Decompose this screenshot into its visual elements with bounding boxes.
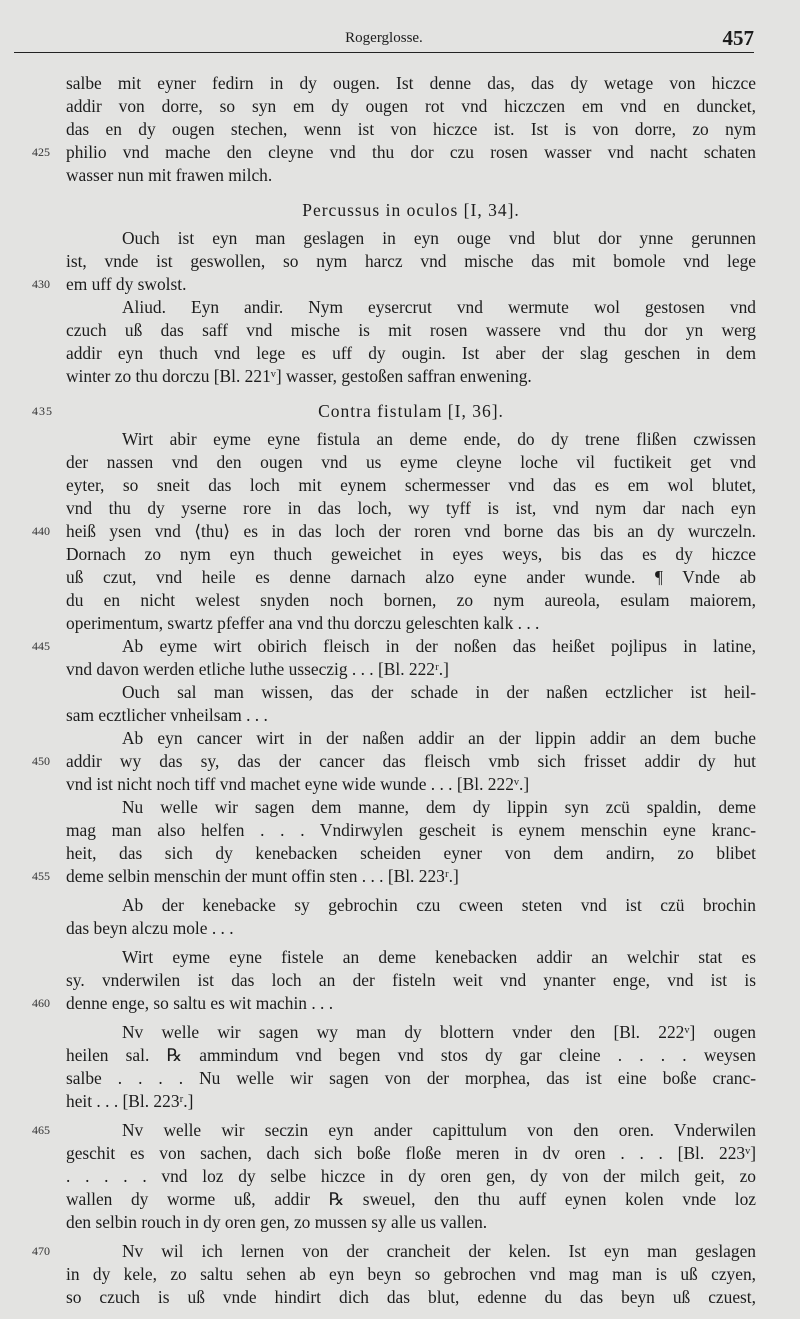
line-text: addir eyn thuch vnd lege es uff dy ougin. Ist aber der slag geschen in dem [66, 343, 756, 363]
text-line [32, 992, 756, 1015]
line-number: 440 [32, 524, 50, 538]
text-line [32, 520, 756, 543]
text-line [66, 658, 756, 681]
text-line [66, 612, 756, 635]
text-line [66, 894, 756, 917]
text-line [66, 842, 756, 865]
text-line [66, 164, 756, 187]
text-line [66, 543, 756, 566]
line-text: eyter, so sneit das loch mit eynem schermesser vnd das es em wol blutet, [66, 475, 756, 495]
line-text: wasser nun mit frawen milch. [66, 165, 273, 185]
text-line [66, 1188, 756, 1211]
line-number: 450 [32, 754, 50, 768]
text-line [32, 750, 756, 773]
line-text: Nv welle wir seczin eyn ander capittulum von den oren. Vnderwilen [122, 1120, 756, 1140]
text-line [66, 1263, 756, 1286]
line-number: 445 [32, 639, 50, 653]
line-text: addir von dorre, so syn em dy ougen rot vnd hiczczen em vnd en duncket, [66, 96, 756, 116]
running-title: Rogerglosse. [345, 30, 423, 46]
line-text: Ab eyn cancer wirt in der naßen addir an der lippin addir an dem buche [122, 728, 756, 748]
line-text: vnd thu dy yserne rore in das loch, wy tyff is ist, vnd nym dar nach eyn [66, 498, 756, 518]
text-line [66, 319, 756, 342]
line-text: den selbin rouch in dy oren gen, zo mussen sy alle us vallen. [66, 1212, 488, 1232]
text-line [66, 681, 756, 704]
text-line [66, 773, 756, 796]
text-line [66, 946, 756, 969]
line-text: mag man also helfen . . . Vndirwylen gescheit is eynem menschin eyne kranc- [66, 820, 756, 840]
line-text: Ouch sal man wissen, das der schade in der naßen ectzlicher ist heil- [122, 682, 756, 702]
line-text: Nv wil ich lernen von der crancheit der kelen. Ist eyn man geslagen [122, 1241, 756, 1261]
text-line [32, 273, 756, 296]
text-line [66, 118, 756, 141]
line-text: Wirt eyme eyne fistele an deme kenebacken addir an welchir stat es [122, 947, 756, 967]
line-text: denne enge, so saltu es wit machin . . . [66, 993, 334, 1013]
text-body [32, 72, 756, 1309]
line-text: heit . . . [Bl. 223ʳ.] [66, 1091, 194, 1111]
line-text: sy. vnderwilen ist das loch an der fisteln weit vnd ynanter enge, vnd ist is [66, 970, 756, 990]
line-text: salbe . . . . Nu welle wir sagen von der morphea, das ist eine boße cranc- [66, 1068, 756, 1088]
line-number: 470 [32, 1244, 50, 1258]
text-line [66, 451, 756, 474]
line-text: Wirt abir eyme eyne fistula an deme ende, do dy trene flißen czwissen [122, 429, 756, 449]
line-text: heit, das sich dy kenebacken scheiden eyner von dem andirn, zo blibet [66, 843, 756, 863]
text-line [32, 1119, 756, 1142]
text-line [66, 1165, 756, 1188]
text-line [66, 1090, 756, 1113]
line-text: in dy kele, zo saltu sehen ab eyn beyn so gebrochen vnd mag man is uß czyen, [66, 1264, 756, 1284]
text-line [66, 342, 756, 365]
line-text: sam ecztlicher vnheilsam . . . [66, 705, 268, 725]
line-text: so czuch is uß vnde hindirt dich das blut, edenne du das beyn uß czuest, [66, 1287, 756, 1307]
text-line [66, 589, 756, 612]
text-line [66, 95, 756, 118]
text-line [66, 72, 756, 95]
text-line [66, 474, 756, 497]
line-text: winter zo thu dorczu [Bl. 221ᵛ] wasser, gestoßen saffran enwening. [66, 366, 532, 386]
text-line [66, 566, 756, 589]
text-line [66, 796, 756, 819]
line-number: 425 [32, 145, 50, 159]
line-text: Dornach zo nym eyn thuch geweichet in eyes weys, bis das es dy hiczce [66, 544, 756, 564]
line-number: 460 [32, 996, 50, 1010]
text-line [66, 250, 756, 273]
text-line [66, 1211, 756, 1234]
text-line [32, 865, 756, 888]
line-text: das beyn alczu mole . . . [66, 918, 234, 938]
text-line [66, 969, 756, 992]
text-line [66, 704, 756, 727]
line-text: geschit es von sachen, dach sich boße floße meren in dv oren . . . [Bl. 223ᵛ] [66, 1143, 756, 1163]
line-text: Nu welle wir sagen dem manne, dem dy lippin syn zcü spaldin, deme [122, 797, 756, 817]
line-text: addir wy das sy, das der cancer das fleisch vmb sich frisset addir dy hut [66, 751, 756, 771]
line-text: salbe mit eyner fedirn in dy ougen. Ist denne das, das dy wetage von hiczce [66, 73, 756, 93]
text-line [66, 1067, 756, 1090]
line-text: czuch uß das saff vnd mische is mit rosen wassere vnd thu dor yn werg [66, 320, 756, 340]
text-line [66, 365, 756, 388]
line-text: heilen sal. ℞ ammindum vnd begen vnd stos dy gar cleine . . . . weysen [66, 1045, 756, 1065]
text-line [32, 1240, 756, 1263]
text-line [66, 819, 756, 842]
line-text: . . . . . vnd loz dy selbe hiczce in dy oren gen, dy von der milch geit, zo [66, 1166, 756, 1186]
text-line [66, 497, 756, 520]
line-text: deme selbin menschin der munt offin sten . . . [Bl. 223ʳ.] [66, 866, 459, 886]
text-line [66, 1044, 756, 1067]
line-text: Percussus in oculos [I, 34]. [302, 200, 520, 220]
text-line [66, 727, 756, 750]
line-text: philio vnd mache den cleyne vnd thu dor czu rosen wasser vnd nacht schaten [66, 142, 756, 162]
line-text: Nv welle wir sagen wy man dy blottern vnder den [Bl. 222ᵛ] ougen [122, 1022, 756, 1042]
line-number: 430 [32, 277, 50, 291]
text-line [66, 296, 756, 319]
line-text: uß czut, vnd heile es denne darnach alzo eyne ander wunde. ¶ Vnde ab [66, 567, 756, 587]
line-text: em uff dy swolst. [66, 274, 187, 294]
line-text: wallen dy worme uß, addir ℞ sweuel, den thu auff eynen kolen vnde loz [66, 1189, 756, 1209]
line-text: Aliud. Eyn andir. Nym eysercrut vnd wermute wol gestosen vnd [122, 297, 756, 317]
text-line [32, 635, 756, 658]
line-text: das en dy ougen stechen, wenn ist von hiczce ist. Ist is von dorre, zo nym [66, 119, 756, 139]
text-line [32, 141, 756, 164]
line-text: Ab eyme wirt obirich fleisch in der noßen das heißet pojlipus in latine, [122, 636, 756, 656]
line-text: heiß ysen vnd ⟨thu⟩ es in das loch der roren vnd borne das bis an dy wurczeln. [66, 521, 756, 541]
text-line [66, 1286, 756, 1309]
line-text: vnd ist nicht noch tiff vnd machet eyne wide wunde . . . [Bl. 222ᵛ.] [66, 774, 530, 794]
page-number: 457 [722, 26, 754, 50]
line-text: Contra fistulam [I, 36]. [318, 401, 504, 421]
text-line [66, 227, 756, 250]
section-heading [66, 195, 756, 225]
text-line [66, 917, 756, 940]
page-header [14, 26, 754, 53]
line-text: Ouch ist eyn man geslagen in eyn ouge vnd blut dor ynne gerunnen [122, 228, 756, 248]
line-text: du en nicht welest snyden noch bornen, zo nym aureola, esulam maiorem, [66, 590, 756, 610]
text-line [66, 1021, 756, 1044]
text-line [66, 428, 756, 451]
line-text: operimentum, swartz pfeffer ana vnd thu dorczu geleschten kalk . . . [66, 613, 540, 633]
line-number: 455 [32, 869, 50, 883]
line-number: 435 [32, 404, 53, 418]
line-text: ist, vnde ist geswollen, so nym harcz vnd mische das mit bomole vnd lege [66, 251, 756, 271]
line-number: 465 [32, 1123, 50, 1137]
line-text: der nassen vnd den ougen vnd us eyme cleyne loche vil fuctikeit get vnd [66, 452, 756, 472]
line-text: Ab der kenebacke sy gebrochin czu cween steten vnd ist czü brochin [122, 895, 756, 915]
section-heading [32, 396, 756, 426]
text-line [66, 1142, 756, 1165]
line-text: vnd davon werden etliche luthe usseczig . . . [Bl. 222ʳ.] [66, 659, 449, 679]
